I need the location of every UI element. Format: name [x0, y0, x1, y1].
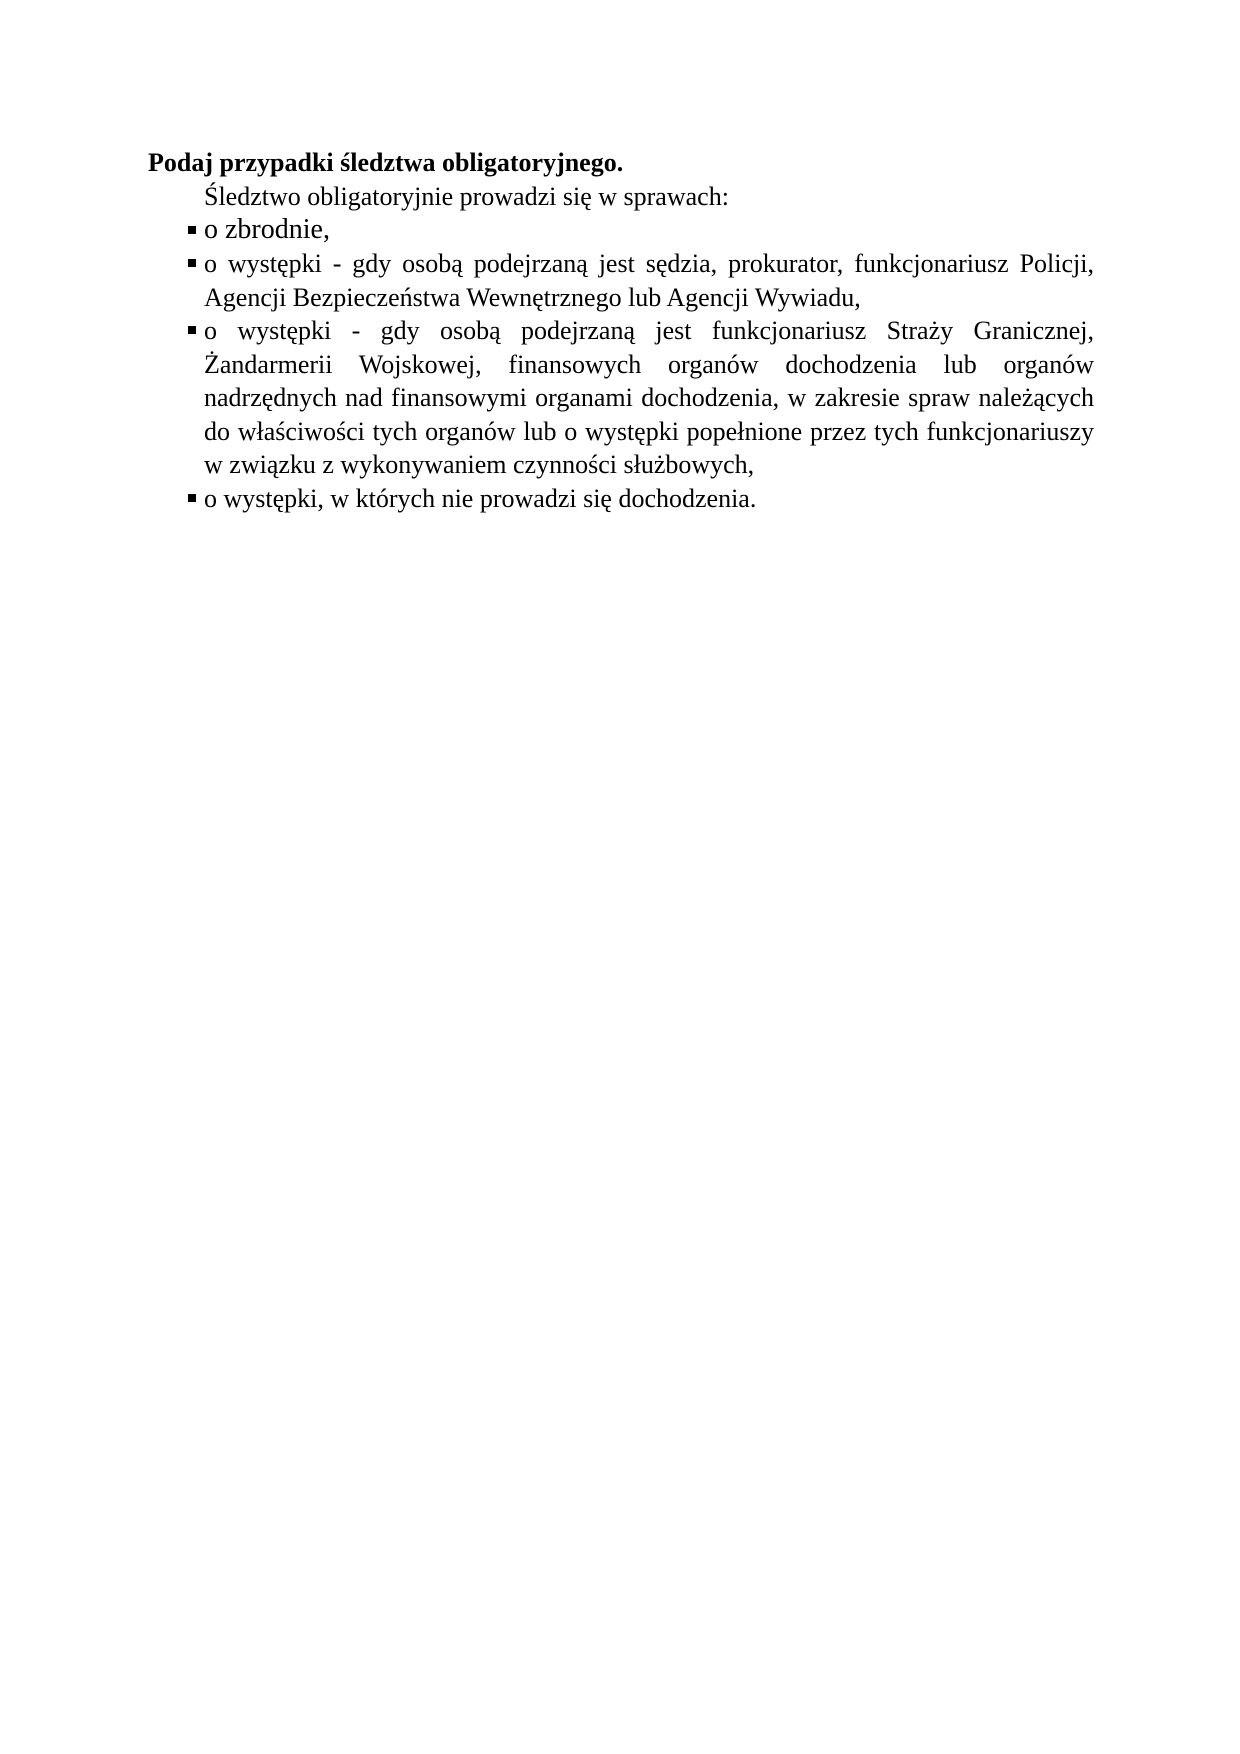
- question-heading: Podaj przypadki śledztwa obligatoryjnego.: [148, 148, 624, 177]
- list-item-text: o występki - gdy osobą podejrzaną jest sędzia, prokurator, funkcjonariusz Policji, Agencji Bezpieczeństwa Wewnętrznego lub Agencji Wywiadu,: [204, 249, 1094, 312]
- square-bullet-icon: [188, 259, 196, 267]
- square-bullet-icon: [188, 326, 196, 334]
- list-item: [148, 213, 1094, 247]
- list-item: [148, 314, 1094, 482]
- list-item-text: o występki, w których nie prowadzi się dochodzenia.: [204, 483, 757, 513]
- list-item: [148, 482, 1094, 516]
- list-item-text: o występki - gdy osobą podejrzaną jest funkcjonariusz Straży Granicznej, Żandarmerii Wojskowej, finansowych organów dochodzenia lub organów nadrzędnych nad finansowymi organami dochodzenia, w zakresie spraw należących do właściwości tych organów lub o występki popełnione przez tych funkcjonariuszy w związku z wykonywaniem czynności służbowych,: [204, 316, 1094, 479]
- list-item-text: o zbrodnie,: [204, 214, 330, 245]
- answer-intro: Śledztwo obligatoryjnie prowadzi się w sprawach:: [204, 182, 729, 211]
- document-content: [148, 146, 1094, 515]
- square-bullet-icon: [188, 226, 196, 234]
- square-bullet-icon: [188, 494, 196, 502]
- list-item: [148, 247, 1094, 314]
- case-list: [148, 213, 1094, 515]
